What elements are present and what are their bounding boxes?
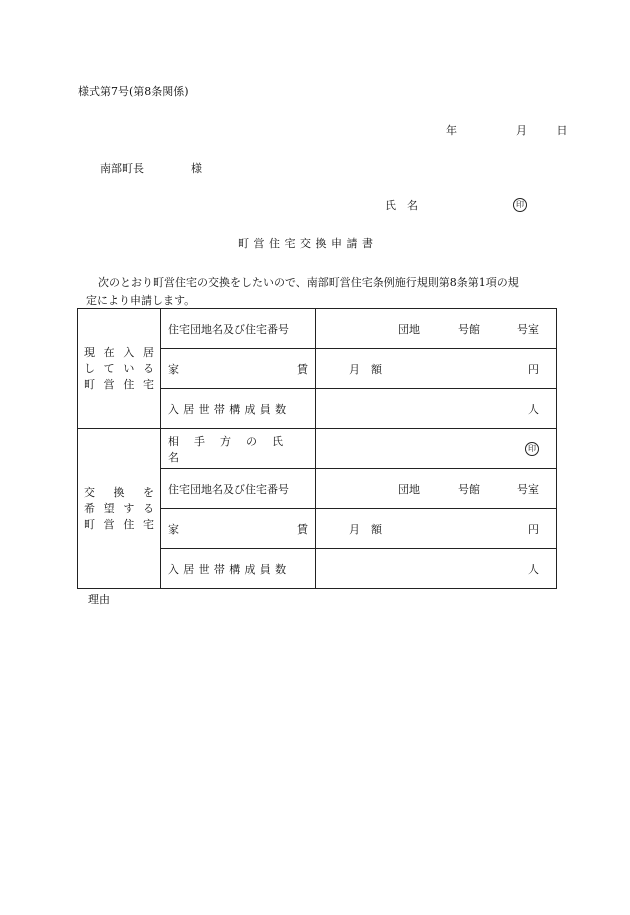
document-title: 町営住宅交換申請書 [238,237,378,250]
reason-label: 理由 [88,593,110,606]
label-line: 希望する [84,501,154,515]
yen-label: 円 [528,362,539,376]
exchange-housing-label [78,429,161,589]
monthly-label: 月 額 [349,522,382,536]
seal-icon: 印 [513,198,527,212]
yen-label: 円 [528,522,539,536]
table-row [78,309,557,349]
goushitsu-label: 号室 [517,322,539,336]
label-line: 現在入居 [84,345,154,359]
exchange-form-table [77,308,557,589]
date-year: 年 [446,124,457,137]
goukan-label: 号館 [458,322,480,336]
date-line [446,125,568,136]
form-number: 様式第7号(第8条関係) [78,85,189,98]
rent-label-a: 家 [168,362,179,376]
seal-icon: 印 [525,442,539,456]
current-rent-label [161,349,316,389]
exchange-address-label: 住宅団地名及び住宅番号 [161,469,316,509]
persons-label: 人 [528,562,539,576]
exchange-rent-field[interactable] [316,509,557,549]
label-line: 町営住宅 [84,377,154,391]
goukan-label: 号館 [458,482,480,496]
monthly-label: 月 額 [349,362,382,376]
current-household-field[interactable] [316,389,557,429]
current-rent-field[interactable] [316,349,557,389]
date-month: 月 [516,124,527,137]
application-statement [86,274,558,310]
exchange-household-field[interactable] [316,549,557,589]
exchange-rent-label [161,509,316,549]
statement-line-1: 次のとおり町営住宅の交換をしたいので、南部町営住宅条例施行規則第8条第1項の規 [98,276,519,289]
current-housing-label [78,309,161,429]
label-line: 交 換 を [84,485,154,499]
statement-line-2: 定により申請します。 [86,294,196,307]
label-line: 町営住宅 [84,517,154,531]
rent-label-b: 賃 [297,362,308,376]
date-day: 日 [556,124,568,137]
applicant-name-label: 氏 名 [385,199,418,212]
danchi-label: 団地 [398,482,420,496]
rent-label-b: 賃 [297,522,308,536]
persons-label: 人 [528,402,539,416]
partner-name-label: 相手方の氏名 [161,429,316,469]
label-line: している [84,361,154,375]
current-household-label: 入居世帯構成員数 [161,389,316,429]
exchange-household-label: 入居世帯構成員数 [161,549,316,589]
applicant-signature [385,199,524,212]
current-address-label: 住宅団地名及び住宅番号 [161,309,316,349]
addressee-name: 南部町長 [100,162,144,175]
addressee-honorific: 様 [191,162,202,175]
addressee [100,163,202,174]
current-address-field[interactable] [316,309,557,349]
danchi-label: 団地 [398,322,420,336]
partner-name-field[interactable] [316,429,557,469]
rent-label-a: 家 [168,522,179,536]
table-row [78,429,557,469]
goushitsu-label: 号室 [517,482,539,496]
exchange-address-field[interactable] [316,469,557,509]
